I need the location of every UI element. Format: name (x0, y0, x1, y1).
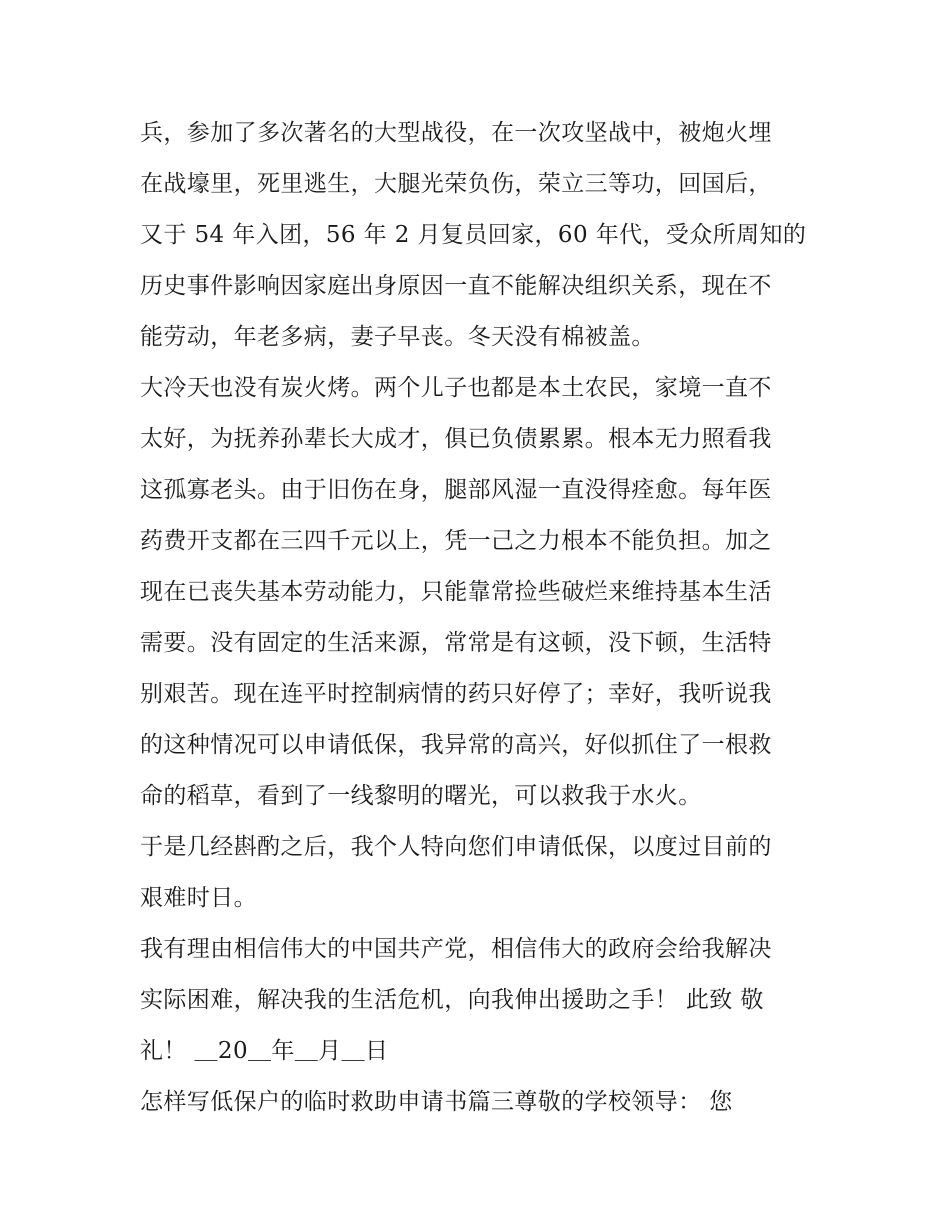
text-line: 太好，为抚养孙辈长大成才，俱已负债累累。根本无力照看我 (140, 426, 772, 452)
text-line: 艰难时日。 (140, 885, 257, 911)
text-line: 大冷天也没有炭火烤。两个儿子也都是本土农民，家境一直不 (140, 375, 772, 401)
text-line: 药费开支都在三四千元以上，凭一己之力根本不能负担。加之 (140, 528, 772, 554)
text-line: 能劳动，年老多病，妻子早丧。冬天没有棉被盖。 (140, 324, 655, 350)
text-line: 现在已丧失基本劳动能力，只能靠常捡些破烂来维持基本生活 (140, 579, 772, 605)
document-body (140, 108, 830, 1128)
text-line: 又于 54 年入团，56 年 2 月复员回家，60 年代，受众所周知的 (140, 222, 807, 248)
text-line: 的这种情况可以申请低保，我异常的高兴，好似抓住了一根救 (140, 732, 772, 758)
text-line: 命的稻草，看到了一线黎明的曙光，可以救我于水火。 (140, 783, 702, 809)
text-line: 礼！ ＿20＿年＿月＿日 (140, 1038, 389, 1064)
text-line: 别艰苦。现在连平时控制病情的药只好停了；幸好，我听说我 (140, 681, 772, 707)
text-line: 这孤寡老头。由于旧伤在身，腿部风湿一直没得痊愈。每年医 (140, 477, 772, 503)
text-line: 历史事件影响因家庭出身原因一直不能解决组织关系，现在不 (140, 273, 772, 299)
text-line: 在战壕里，死里逃生，大腿光荣负伤，荣立三等功，回国后， (140, 171, 772, 197)
text-line: 实际困难，解决我的生活危机，向我伸出援助之手！ 此致 敬 (140, 987, 764, 1013)
text-line: 我有理由相信伟大的中国共产党，相信伟大的政府会给我解决 (140, 936, 772, 962)
text-line: 怎样写低保户的临时救助申请书篇三尊敬的学校领导： 您 (140, 1089, 733, 1115)
text-line: 兵，参加了多次著名的大型战役，在一次攻坚战中，被炮火埋 (140, 120, 772, 146)
text-line: 于是几经斟酌之后，我个人特向您们申请低保，以度过目前的 (140, 834, 772, 860)
text-line: 需要。没有固定的生活来源，常常是有这顿，没下顿，生活特 (140, 630, 772, 656)
